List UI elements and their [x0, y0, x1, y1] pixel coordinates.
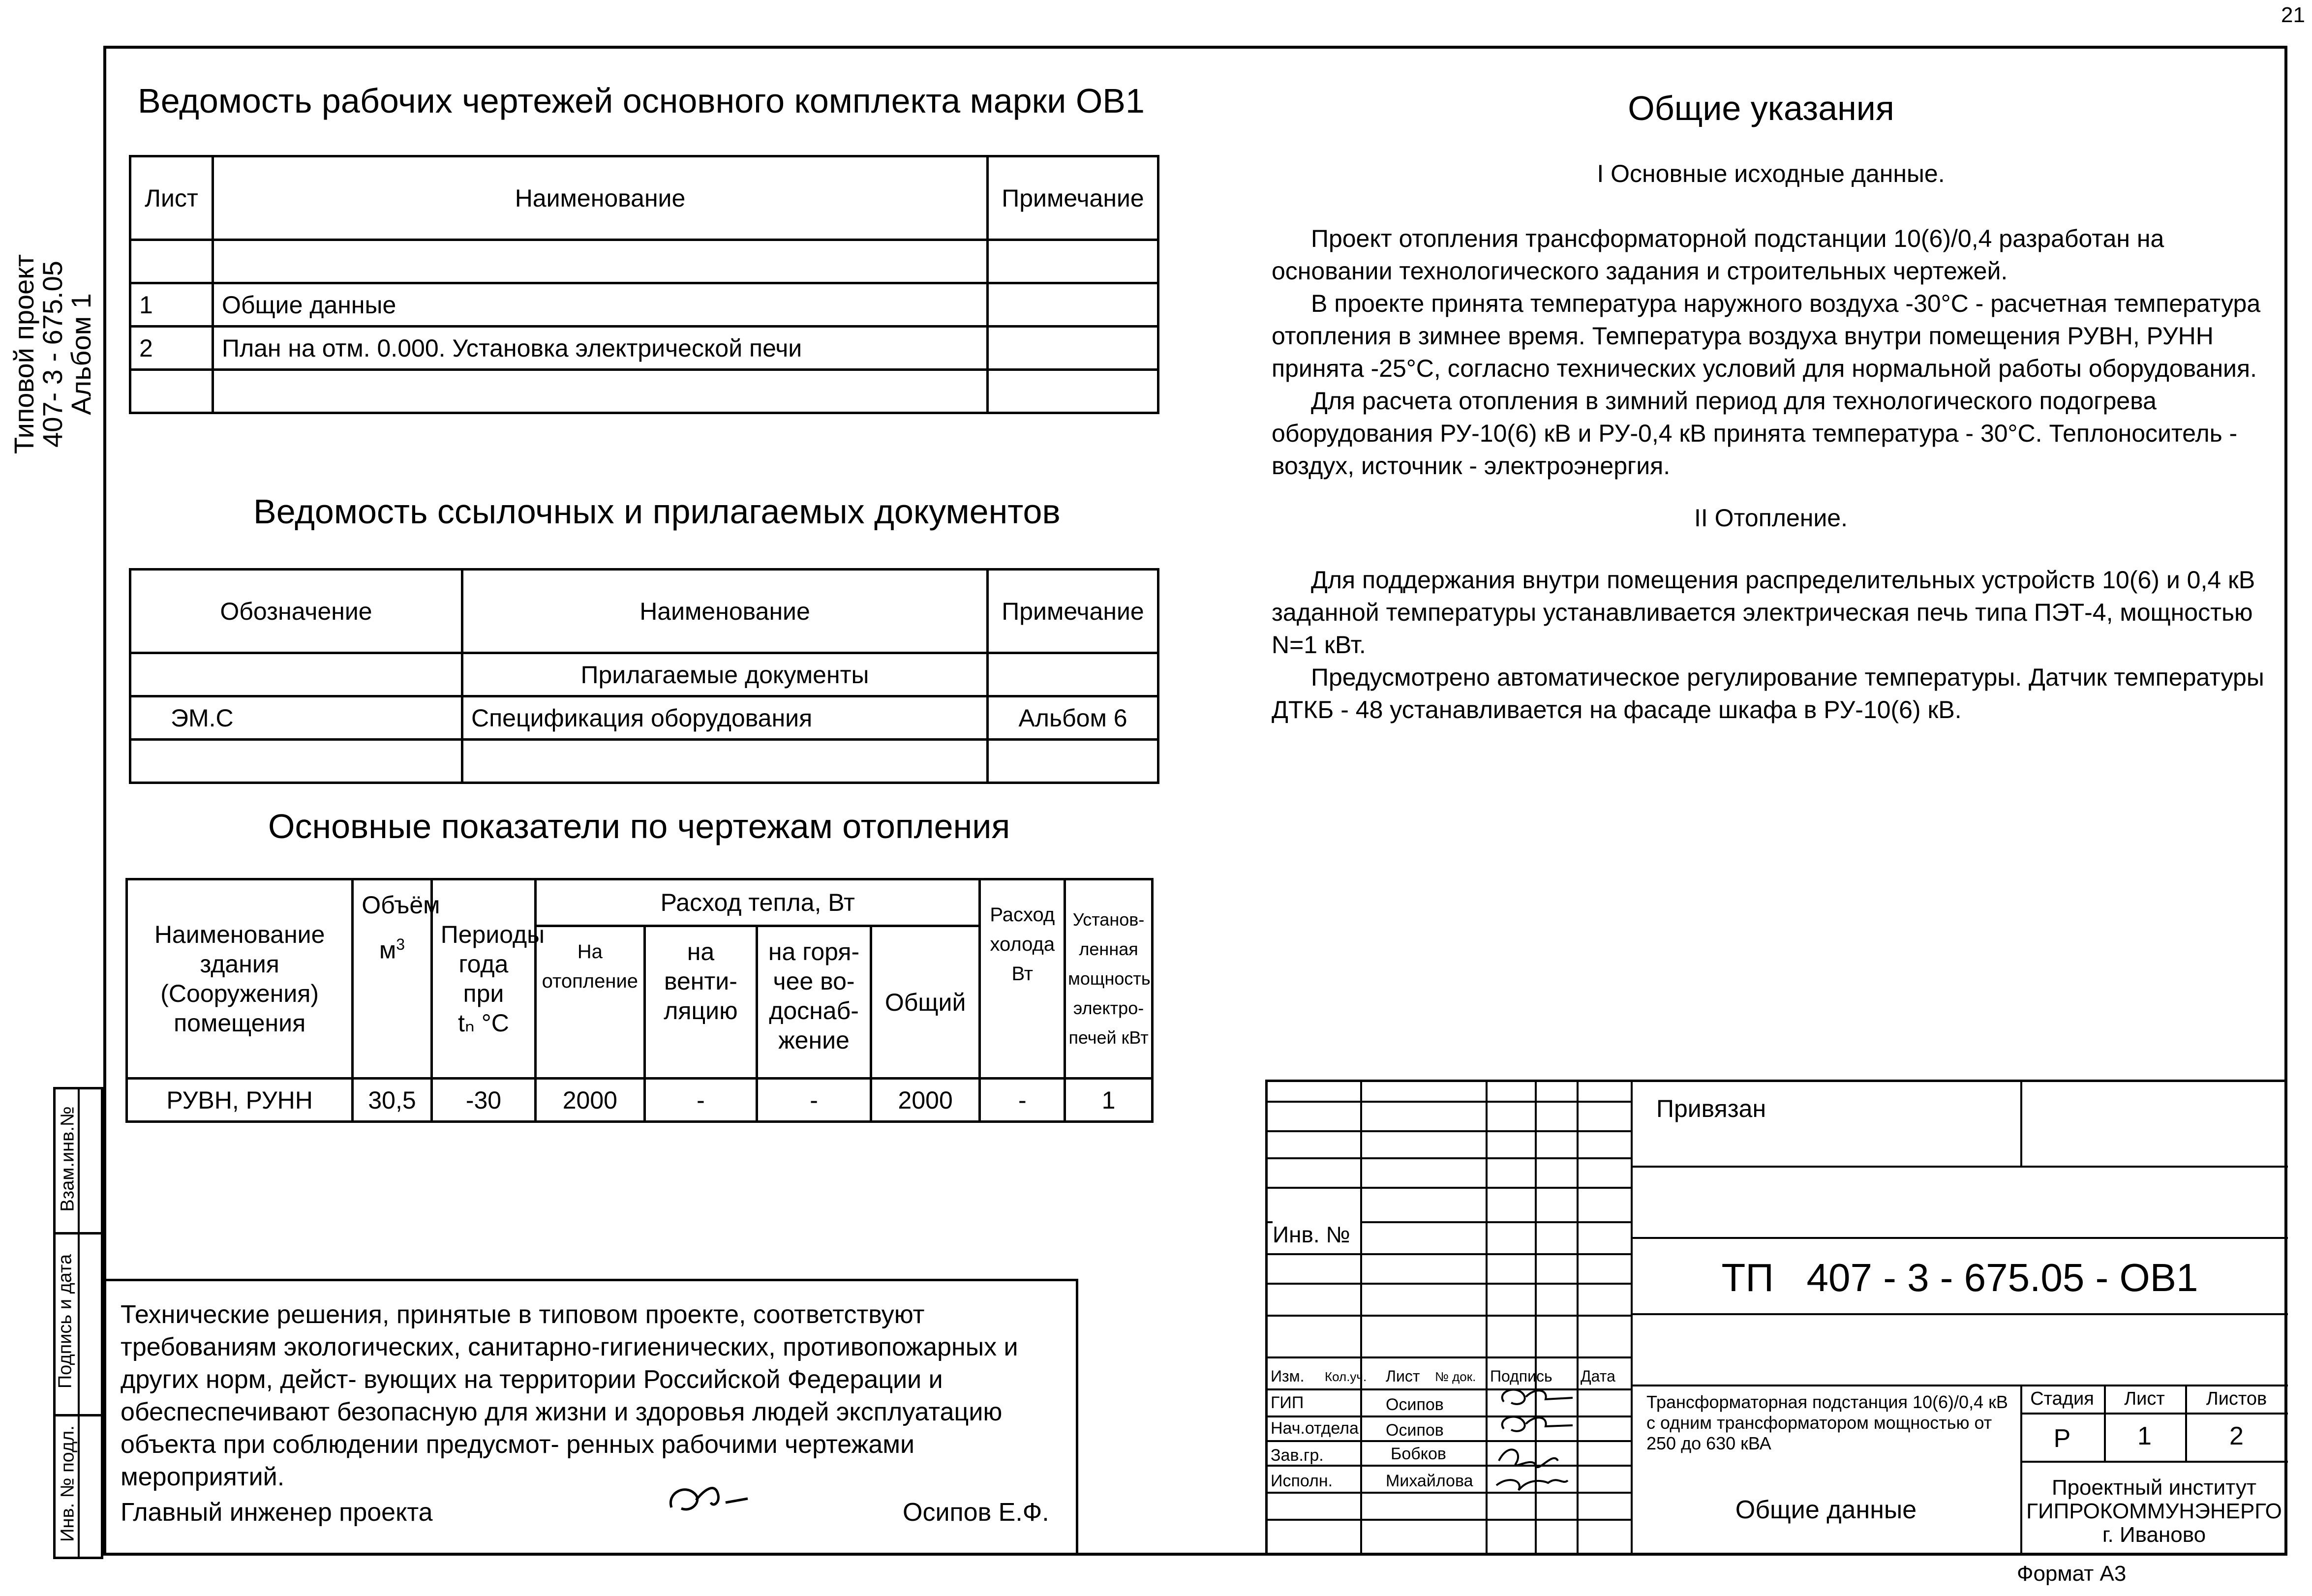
- side-label-line1: Типовой проект: [8, 254, 39, 454]
- header-sheet: Лист: [130, 156, 213, 240]
- col-heating: На отопление: [536, 926, 645, 1079]
- references-list-title: Ведомость ссылочных и прилагаемых документов: [253, 492, 1061, 531]
- stamp-signature-date: Подпись и дата: [55, 1254, 76, 1389]
- document-code: ТП 407 - 3 - 675.05 - ОВ1: [1721, 1256, 2198, 1299]
- signatures-block: [1489, 1382, 1587, 1500]
- table-row: 1 Общие данные: [130, 283, 1158, 327]
- rev-header-sign: Подпись: [1490, 1367, 1552, 1385]
- org-line3: г. Иваново: [2102, 1523, 2206, 1547]
- format-label: Формат А3: [2017, 1562, 2127, 1586]
- stamp-inv-podl: Инв. № подл.: [57, 1425, 78, 1542]
- table-row: [130, 240, 1158, 283]
- table-row: РУВН, РУНН 30,5 -30 2000 - - 2000 - 1: [127, 1079, 1153, 1122]
- role-head: Нач.отдела: [1271, 1419, 1359, 1438]
- sheet-label: Лист: [2124, 1388, 2165, 1409]
- left-stamp: [53, 1087, 103, 1559]
- side-project-label: [10, 133, 95, 575]
- col-total: Общий: [871, 926, 980, 1079]
- table-row: 2 План на отм. 0.000. Установка электрической печи: [130, 327, 1158, 370]
- signer-name: Осипов Е.Ф.: [903, 1498, 1049, 1527]
- section2-title: II Отопление.: [1694, 504, 1848, 532]
- org-line2: ГИПРОКОММУНЭНЕРГО: [2026, 1499, 2282, 1523]
- col-building: Наименование здания (Сооружения) помещения: [127, 879, 353, 1079]
- compliance-text: Технические решения, принятые в типовом проекте, соответствуют требованиям экологических, санитарно-гигиенических, противопожарных и других норм, дейст- вующих на территории Российской Федерации и обеспеспечивают безопасную для жизни и здоровья людей эксплуатацию объекта при соблюдении предусмот- ренных рабочими чертежами мероприятий.: [121, 1300, 1018, 1491]
- rev-header-date: Дата: [1581, 1367, 1615, 1385]
- compliance-box: [103, 1279, 1078, 1556]
- name-gip: Осипов: [1386, 1395, 1444, 1414]
- sheet-value: 1: [2137, 1422, 2152, 1450]
- col-ventilation: на венти- ляцию: [644, 926, 757, 1079]
- title-block: [1265, 1080, 2287, 1556]
- section1-paragraph: В проекте принята температура наружного воздуха -30°С - расчетная температура отопления в зимнее время. Температура воздуха внутри помещения РУВН, РУНН принята -25°С, согласно технических условий для нормальной работы оборудования.: [1272, 290, 2261, 382]
- col-power: Установ- ленная мощность электро- печей кВт: [1065, 879, 1153, 1079]
- role-executor: Исполн.: [1271, 1472, 1333, 1490]
- col-volume: Объём $м^3$: [353, 879, 432, 1079]
- stamp-vzam-inv: Взам.инв.№: [57, 1106, 78, 1212]
- general-notes-title: Общие указания: [1628, 89, 1894, 127]
- org-line1: Проектный институт: [2051, 1476, 2257, 1500]
- indicators-table: [125, 878, 1154, 1123]
- sheets-label: Листов: [2206, 1388, 2267, 1409]
- signature-chief: [662, 1473, 790, 1527]
- name-head: Осипов: [1386, 1421, 1444, 1440]
- col-hotwater: на горя- чее во- доснаб- жение: [757, 926, 871, 1079]
- section-label: Прилагаемые документы: [462, 653, 988, 696]
- signer-role: Главный инженер проекта: [121, 1498, 433, 1527]
- references-list-table: [129, 568, 1159, 784]
- header-note: Примечание: [988, 570, 1158, 653]
- role-gip: ГИП: [1271, 1393, 1304, 1412]
- section1-paragraph: Проект отопления трансформаторной подстанции 10(6)/0,4 разработан на основании технологического задания и строительных чертежей.: [1272, 225, 2164, 285]
- stage-label: Стадия: [2030, 1388, 2094, 1409]
- header-name: Наименование: [213, 156, 988, 240]
- stage-value: Р: [2053, 1424, 2071, 1453]
- name-executor: Михайлова: [1386, 1472, 1473, 1490]
- indicators-title: Основные показатели по чертежам отопления: [268, 807, 1010, 845]
- page-number: 21: [2281, 3, 2305, 27]
- linked-label: Привязан: [1656, 1095, 1766, 1122]
- inv-no: Инв. №: [1273, 1221, 1360, 1248]
- col-periods: Периоды года при tₙ °С: [431, 879, 535, 1079]
- role-group: Зав.гр.: [1271, 1446, 1324, 1465]
- rev-header-izm: Изм.: [1271, 1367, 1305, 1385]
- side-label-line3: Альбом 1: [65, 293, 96, 415]
- object-name: Трансформаторная подстанция 10(6)/0,4 кВ с одним трансформатором мощностью от 250 до 630 кВА: [1646, 1392, 2008, 1453]
- name-group: Бобков: [1391, 1445, 1446, 1463]
- general-notes: [1272, 89, 2270, 726]
- section2-paragraph: Предусмотрено автоматическое регулирование температуры. Датчик температуры ДТКБ - 48 устанавливается на фасаде шкафа в РУ-10(6) кВ.: [1272, 663, 2264, 723]
- sheets-value: 2: [2229, 1422, 2244, 1450]
- col-cooling: Расход холода Вт: [980, 879, 1065, 1079]
- section1-paragraph: Для расчета отопления в зимний период для технологического подогрева оборудования РУ-10(6) кВ и РУ-0,4 кВ принята температура - 30°С. Теплоноситель - воздух, источник - электроэнергия.: [1272, 387, 2238, 480]
- drawings-list-table: [129, 155, 1159, 414]
- table-row: [130, 740, 1158, 783]
- table-row: ЭМ.С Спецификация оборудования Альбом 6: [130, 696, 1158, 740]
- rev-header-doc: № док.: [1435, 1369, 1476, 1384]
- header-note: Примечание: [988, 156, 1158, 240]
- section2-paragraph: Для поддержания внутри помещения распределительных устройств 10(6) и 0,4 кВ заданной температуры устанавливается электрическая печь типа ПЭТ-4, мощностью N=1 кВт.: [1272, 566, 2255, 659]
- drawing-name: Общие данные: [1735, 1496, 1917, 1524]
- section1-title: I Основные исходные данные.: [1597, 160, 1945, 187]
- heat-group: Расход тепла, Вт: [536, 879, 980, 926]
- table-row: [130, 370, 1158, 413]
- rev-header-kolich: Кол.уч.: [1325, 1369, 1367, 1384]
- side-label-line2: 407- 3 - 675.05: [37, 261, 68, 448]
- rev-header-list: Лист: [1386, 1367, 1420, 1385]
- header-code: Обозначение: [130, 570, 462, 653]
- header-name: Наименование: [462, 570, 988, 653]
- drawings-list-title: Ведомость рабочих чертежей основного комплекта марки ОВ1: [138, 82, 1145, 120]
